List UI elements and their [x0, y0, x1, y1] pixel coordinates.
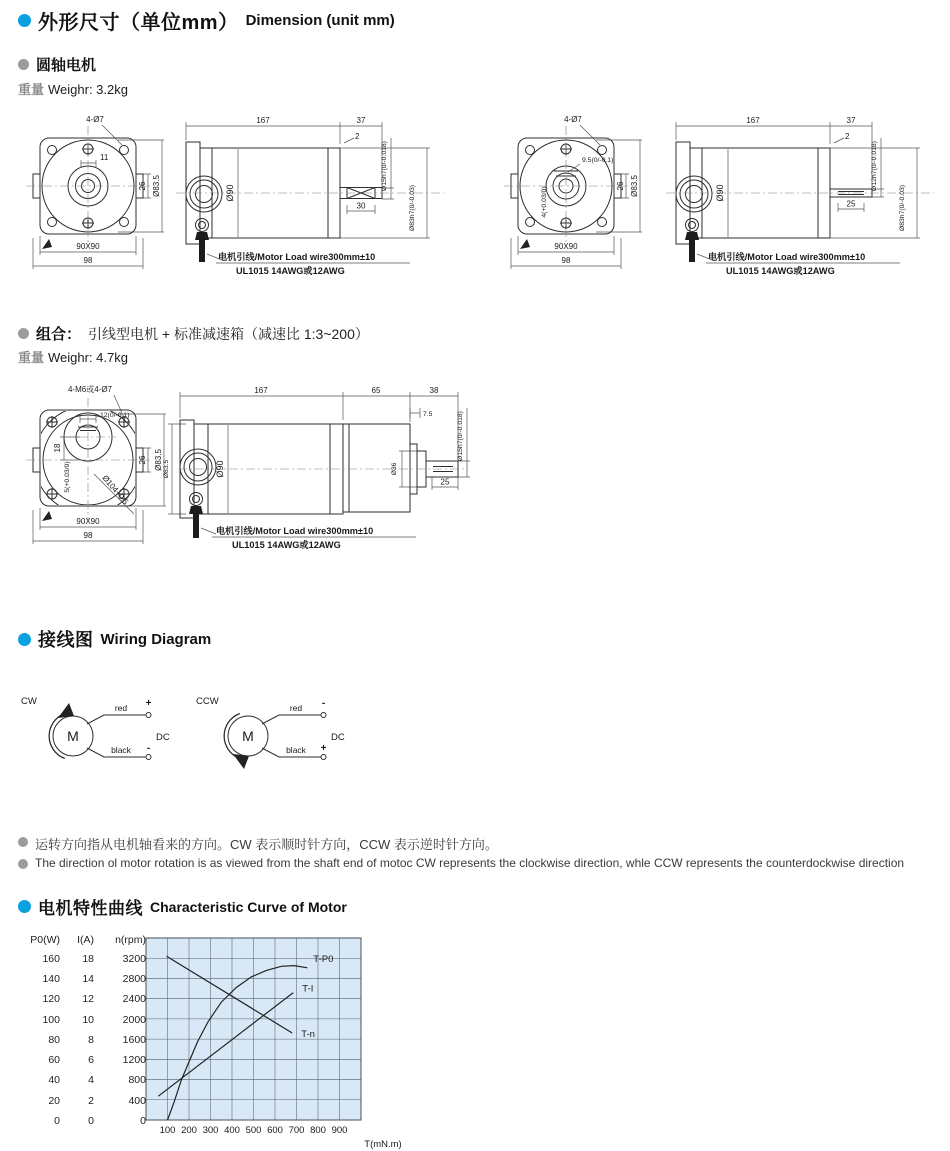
round-shaft-weight — [18, 79, 128, 99]
polarity-bottom: + — [320, 743, 327, 754]
dim-body-dia: Ø90 — [215, 460, 225, 478]
y-axis-tick: 140 — [42, 973, 60, 986]
cw-arrow-icon — [58, 703, 74, 718]
polarity-top: + — [145, 698, 152, 709]
dim-flange-dia: Ø83h7(0/-0.03) — [899, 184, 906, 232]
dim-key-length: 25 — [846, 199, 856, 209]
wire-note-line1: 电机引线/Motor Load wire300mm±10 — [708, 252, 866, 262]
characteristic-curve-chart — [138, 932, 406, 1150]
y-axis-tick: 0 — [88, 1114, 94, 1127]
motor1-front-view — [18, 108, 170, 282]
weight-label: 重量 — [18, 82, 45, 97]
y-axis-tick: 800 — [128, 1074, 146, 1087]
terminal-plus — [321, 755, 326, 760]
terminal-plus — [146, 713, 151, 718]
y-axis-tick: 2000 — [122, 1013, 146, 1026]
motor2-front-view — [496, 108, 648, 282]
x-axis-label: T(mN.m) — [364, 1139, 402, 1150]
dim-shaft-length: 37 — [846, 116, 856, 125]
y-axis-title: n(rpm) — [115, 934, 146, 946]
combination-heading-rest: 引线型电机 + 标准减速箱（减速比 1:3~200） — [88, 325, 369, 342]
dim-body-dia: Ø90 — [225, 184, 235, 202]
dim-width: 98 — [83, 256, 93, 265]
combination-subheader — [18, 323, 369, 344]
round-shaft-subheader — [18, 54, 96, 75]
y-axis-title: I(A) — [77, 934, 94, 946]
rotation-arc — [49, 714, 65, 759]
y-axis-tick: 8 — [88, 1033, 94, 1046]
section-bullet-icon — [18, 633, 31, 646]
section-bullet-icon — [18, 900, 31, 913]
weight-label: 重量 — [18, 350, 45, 365]
y-axis-tick: 2400 — [122, 993, 146, 1006]
dim-bore: 11 — [100, 153, 109, 162]
y-axis-tick: 1200 — [122, 1054, 146, 1067]
dimension-section-header — [18, 6, 395, 35]
y-axis-tick: 4 — [88, 1074, 94, 1087]
wiring-title-cn: 接线图 — [38, 630, 94, 650]
dim-holes: 4-M6或4-Ø7 — [67, 385, 113, 394]
y-axis-tick: 3200 — [122, 953, 146, 965]
gearmotor-front-view — [18, 380, 172, 564]
dim-holes: 4-Ø7 — [564, 115, 582, 124]
y-axis-column — [66, 934, 94, 1131]
curve-title-en: Characteristic Curve of Motor — [150, 898, 347, 915]
lead-wire — [685, 232, 699, 262]
y-axis-tick: 2 — [88, 1094, 94, 1107]
rotation-label: CCW — [196, 696, 219, 707]
dim-shaft-dia: Ø12h7(0/-0.018) — [871, 141, 878, 191]
y-axis-tick: 10 — [82, 1013, 94, 1026]
y-axis-tick: 1600 — [122, 1033, 146, 1046]
lead-wire — [195, 232, 209, 262]
wire-exit-marker — [42, 511, 52, 521]
dim-lip: 7.5 — [423, 411, 433, 418]
series-label: T-I — [302, 983, 314, 995]
dim-case-dia: Ø104+0.5 — [100, 473, 131, 507]
y-axis-tick: 160 — [42, 953, 60, 965]
terminal-minus — [321, 713, 326, 718]
wiring-ccw-diagram — [193, 690, 358, 776]
lead-wire — [189, 506, 203, 538]
dim-gear-length: 65 — [371, 386, 381, 395]
x-axis-tick: 200 — [181, 1125, 197, 1136]
dim-flat: 9.5(0/-0.1) — [582, 157, 614, 164]
x-axis-tick: 900 — [331, 1125, 348, 1136]
dim-shaft-length: 37 — [356, 116, 366, 125]
dim-width: 98 — [561, 256, 571, 265]
rotation-note-cn — [18, 834, 918, 853]
motor1-side-view — [158, 108, 452, 282]
dim-body-dia: Ø90 — [715, 184, 725, 202]
x-axis-tick: 400 — [224, 1125, 240, 1136]
dim-tab: 26 — [138, 181, 147, 191]
motor-letter: M — [67, 728, 79, 744]
dim-shaft-dia: Ø15h7(0/-0.018) — [381, 141, 388, 191]
dim-tab: 26 — [138, 455, 147, 465]
polarity-bottom: - — [146, 743, 151, 754]
wire2-label: black — [286, 745, 306, 755]
y-axis-title: P0(W) — [30, 934, 60, 946]
terminal-minus — [146, 755, 151, 760]
combination-weight — [18, 347, 128, 367]
wire-note-line1: 电机引线/Motor Load wire300mm±10 — [218, 252, 376, 262]
dim-boss-dia: Ø36 — [391, 462, 398, 476]
wire-note-line2: UL1015 14AWG或12AWG — [232, 540, 341, 550]
gearmotor-side-view — [158, 376, 480, 564]
wire-note-line2: UL1015 14AWG或12AWG — [726, 266, 835, 276]
note-text-cn: 运转方向指从电机轴看来的方向。CW 表示顺时针方向，CCW 表示逆时针方向。 — [35, 837, 498, 852]
series-label: T-n — [301, 1029, 315, 1040]
x-axis-tick: 100 — [159, 1125, 176, 1136]
y-axis-tick: 18 — [82, 953, 94, 965]
wire-note-line1: 电机引线/Motor Load wire300mm±10 — [216, 526, 374, 536]
note-bullet-icon — [18, 837, 28, 847]
y-axis-tick: 400 — [128, 1094, 146, 1107]
series-label: T-P0 — [313, 953, 334, 965]
wire2-label: black — [111, 745, 131, 755]
dim-square: 90X90 — [76, 242, 100, 251]
dimension-title-cn: 外形尺寸（单位mm） — [38, 12, 239, 34]
wire1-label: red — [289, 703, 303, 713]
y-axis-tick: 12 — [82, 993, 94, 1006]
x-axis-tick: 500 — [245, 1125, 262, 1136]
y-axis-column — [22, 934, 60, 1131]
dim-key-width: 12(0/-0.1) — [100, 412, 130, 419]
weight-value: Weighr: 3.2kg — [48, 82, 128, 97]
dim-width: 98 — [83, 531, 93, 540]
round-shaft-heading: 圆轴电机 — [36, 57, 97, 74]
y-axis-tick: 2800 — [122, 973, 146, 986]
wire-exit-marker — [520, 239, 530, 249]
y-axis-tick: 0 — [140, 1114, 146, 1127]
dim-flange-dia: Ø83h7(0/-0.03) — [409, 184, 416, 232]
x-axis-tick: 800 — [310, 1125, 326, 1136]
dim-holes: 4-Ø7 — [86, 115, 104, 124]
x-axis-tick: 700 — [288, 1125, 305, 1136]
rotation-note-en — [18, 856, 938, 870]
dim-offset: 18 — [53, 443, 62, 453]
polarity-top: - — [321, 698, 326, 709]
dimension-lines — [186, 122, 430, 263]
y-axis-tick: 40 — [48, 1074, 60, 1087]
y-axis-tick: 120 — [42, 993, 60, 1006]
wire1-label: red — [114, 703, 128, 713]
note-bullet-icon — [18, 859, 28, 869]
dim-length: 167 — [256, 116, 270, 125]
dim-square: 90X90 — [554, 242, 578, 251]
dim-step: 2 — [845, 132, 850, 141]
sub-bullet-icon — [18, 59, 29, 70]
dimension-title-en: Dimension (unit mm) — [245, 12, 395, 29]
y-axis-tick: 80 — [48, 1033, 60, 1046]
y-axis-tick: 14 — [82, 973, 94, 986]
ccw-arrow-icon — [233, 754, 249, 769]
x-axis-tick: 300 — [202, 1125, 219, 1136]
supply-label: DC — [331, 732, 345, 743]
dim-key-length: 25 — [440, 477, 450, 487]
dimension-lines — [676, 122, 920, 263]
dim-length: 167 — [746, 116, 760, 125]
motor-letter: M — [242, 728, 254, 744]
dim-step: 2 — [355, 132, 360, 141]
sub-bullet-icon — [18, 328, 29, 339]
y-axis-tick: 0 — [54, 1114, 60, 1127]
dim-tab: 26 — [616, 181, 625, 191]
dim-shaft-dia: Ø15h7(0/-0.018) — [457, 411, 464, 461]
dim-dia: Ø83.5 — [630, 175, 639, 197]
wiring-section-header — [18, 626, 211, 652]
section-bullet-icon — [18, 14, 31, 27]
supply-label: DC — [156, 732, 170, 743]
chart-y-axes — [22, 934, 146, 1131]
wiring-cw-diagram — [18, 690, 183, 776]
wiring-title-en: Wiring Diagram — [100, 630, 212, 648]
y-axis-tick: 60 — [48, 1054, 60, 1067]
note-text-en: The direction ol motor rotation is as viewed from the shaft end of motoc CW represents the clockwise direction, whle CCW represents the counterdockwise direction — [35, 856, 905, 870]
y-axis-tick: 20 — [48, 1094, 60, 1107]
wire-note-line2: UL1015 14AWG或12AWG — [236, 266, 345, 276]
motor2-side-view — [648, 108, 945, 282]
dim-shaft-length: 38 — [429, 386, 439, 395]
dim-dia: Ø83.5 — [154, 449, 163, 471]
rotation-label: CW — [21, 696, 37, 707]
dim-length: 167 — [254, 386, 268, 395]
weight-value: Weighr: 4.7kg — [48, 350, 128, 365]
dim-key-height: 5(+0.03/0) — [64, 461, 71, 493]
wire-exit-marker — [42, 239, 52, 249]
rotation-arc — [224, 714, 240, 759]
curve-title-cn: 电机特性曲线 — [38, 899, 143, 918]
dim-dia: Ø83.5 — [152, 175, 161, 197]
dim-flange-dia: Ø83.5 — [163, 459, 170, 479]
x-axis-tick: 600 — [267, 1125, 283, 1136]
dim-square: 90X90 — [76, 517, 100, 526]
dim-key-length: 30 — [356, 201, 366, 211]
y-axis-tick: 100 — [42, 1013, 60, 1026]
y-axis-tick: 6 — [88, 1054, 94, 1067]
curve-section-header — [18, 894, 347, 919]
dim-key: 4(+0.03/0) — [541, 186, 548, 218]
combination-heading-bold: 组合： — [36, 326, 82, 343]
